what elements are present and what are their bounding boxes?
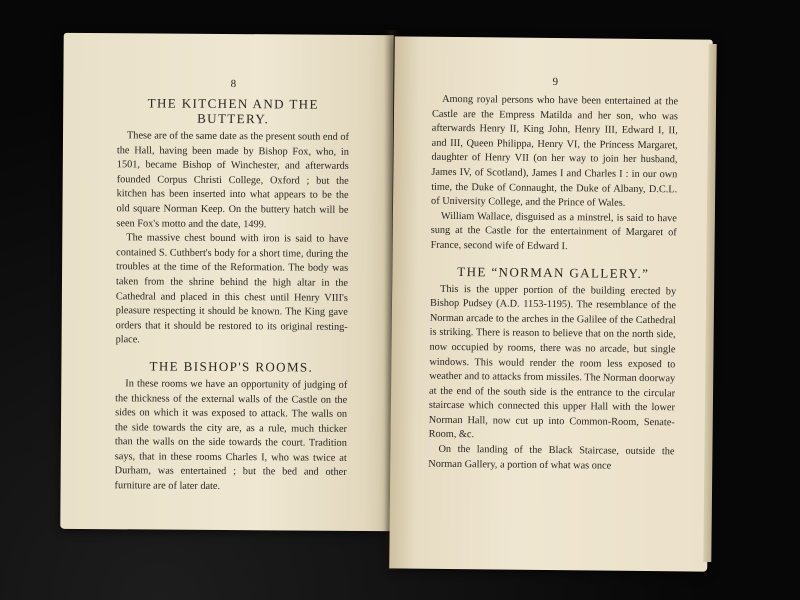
- left-page: [60, 33, 393, 531]
- right-page-number: 9: [552, 76, 559, 89]
- heading-norman-gallery: THE “NORMAN GALLERY.”: [457, 263, 650, 281]
- paragraph-black-staircase: On the landing of the Black Staircase, outside the Norman Gallery, a portion of what was once: [428, 443, 675, 472]
- paragraph-kitchen-1: These are of the same date as the present south end of the Hall, having been made by Bishop Fox, who, in 1501, became Bishop of Winchester, and afterwards founded Corpus Christi College, Oxford ; but the kitchen has been inserted into what appears to be the old square Norman Keep. On the buttery hatch will be seen Fox's motto and the date, 1499.: [116, 130, 350, 230]
- paragraph-kitchen-2: The massive chest bound with iron is said to have contained S. Cuthbert's body for a short time, during the troubles at the time of the Reformation. The body was taken from the shrine behind the high altar in the Cathedral and placed in this chest until Henry VIII's pleasure respecting it should be known. The King gave orders that it should be restored to its original resting-place.: [115, 232, 349, 346]
- heading-kitchen-buttery: THE KITCHEN AND THE BUTTERY.: [147, 95, 319, 127]
- paragraph-bishops-rooms: In these rooms we have an opportunity of judging of the thickness of the external walls of the Castle on the sides on which it was exposed to attack. The walls on the side towards the city are, as a rule, much thicker than the walls on the side towards the court. Tradition says, that in these rooms Charles I, who was twice at Durham, was entertained ; but the bed and other furniture are of later date.: [114, 378, 348, 493]
- right-page-text: [428, 75, 678, 475]
- paragraph-norman-gallery: This is the upper portion of the building erected by Bishop Pudsey (A.D. 1153-1195). The resemblance of the Norman arcade to the arches in the Galilee of the Cathedral is striking. There is reason to believe that on the north side, now occupied by rooms, there was no arcade, but single windows. This would render the room less exposed to weather and to attacks from missiles. The Norman doorway at the end of the south side is the entrance to the circular staircase which connected this upper Hall with the lower Norman Hall, now cut up into Common-Room, Senate-Room, &c.: [428, 283, 677, 441]
- right-page: [389, 36, 713, 571]
- left-page-text: [115, 77, 350, 495]
- paragraph-royal-persons: Among royal persons who have been entertained at the Castle are the Empress Matilda and her son, who was afterwards Henry II, King John, Henry III, Edward I, II, and III, Queen Philippa, Henry VI, the Princess Margaret, daughter of Henry VII (on her way to join her husband, James IV, of Scotland), James I and Charles I : in our own time, the Duke of Connaught, the Duke of Albany, D.C.L. of University College, and the Prince of Wales.: [431, 93, 679, 209]
- left-page-number: 8: [230, 78, 237, 91]
- paragraph-wallace: William Wallace, disguised as a minstrel, is said to have sung at the Castle for the entertainment of Margaret of France, second wife of Edward I.: [430, 210, 677, 253]
- heading-bishops-rooms: THE BISHOP'S ROOMS.: [149, 358, 314, 375]
